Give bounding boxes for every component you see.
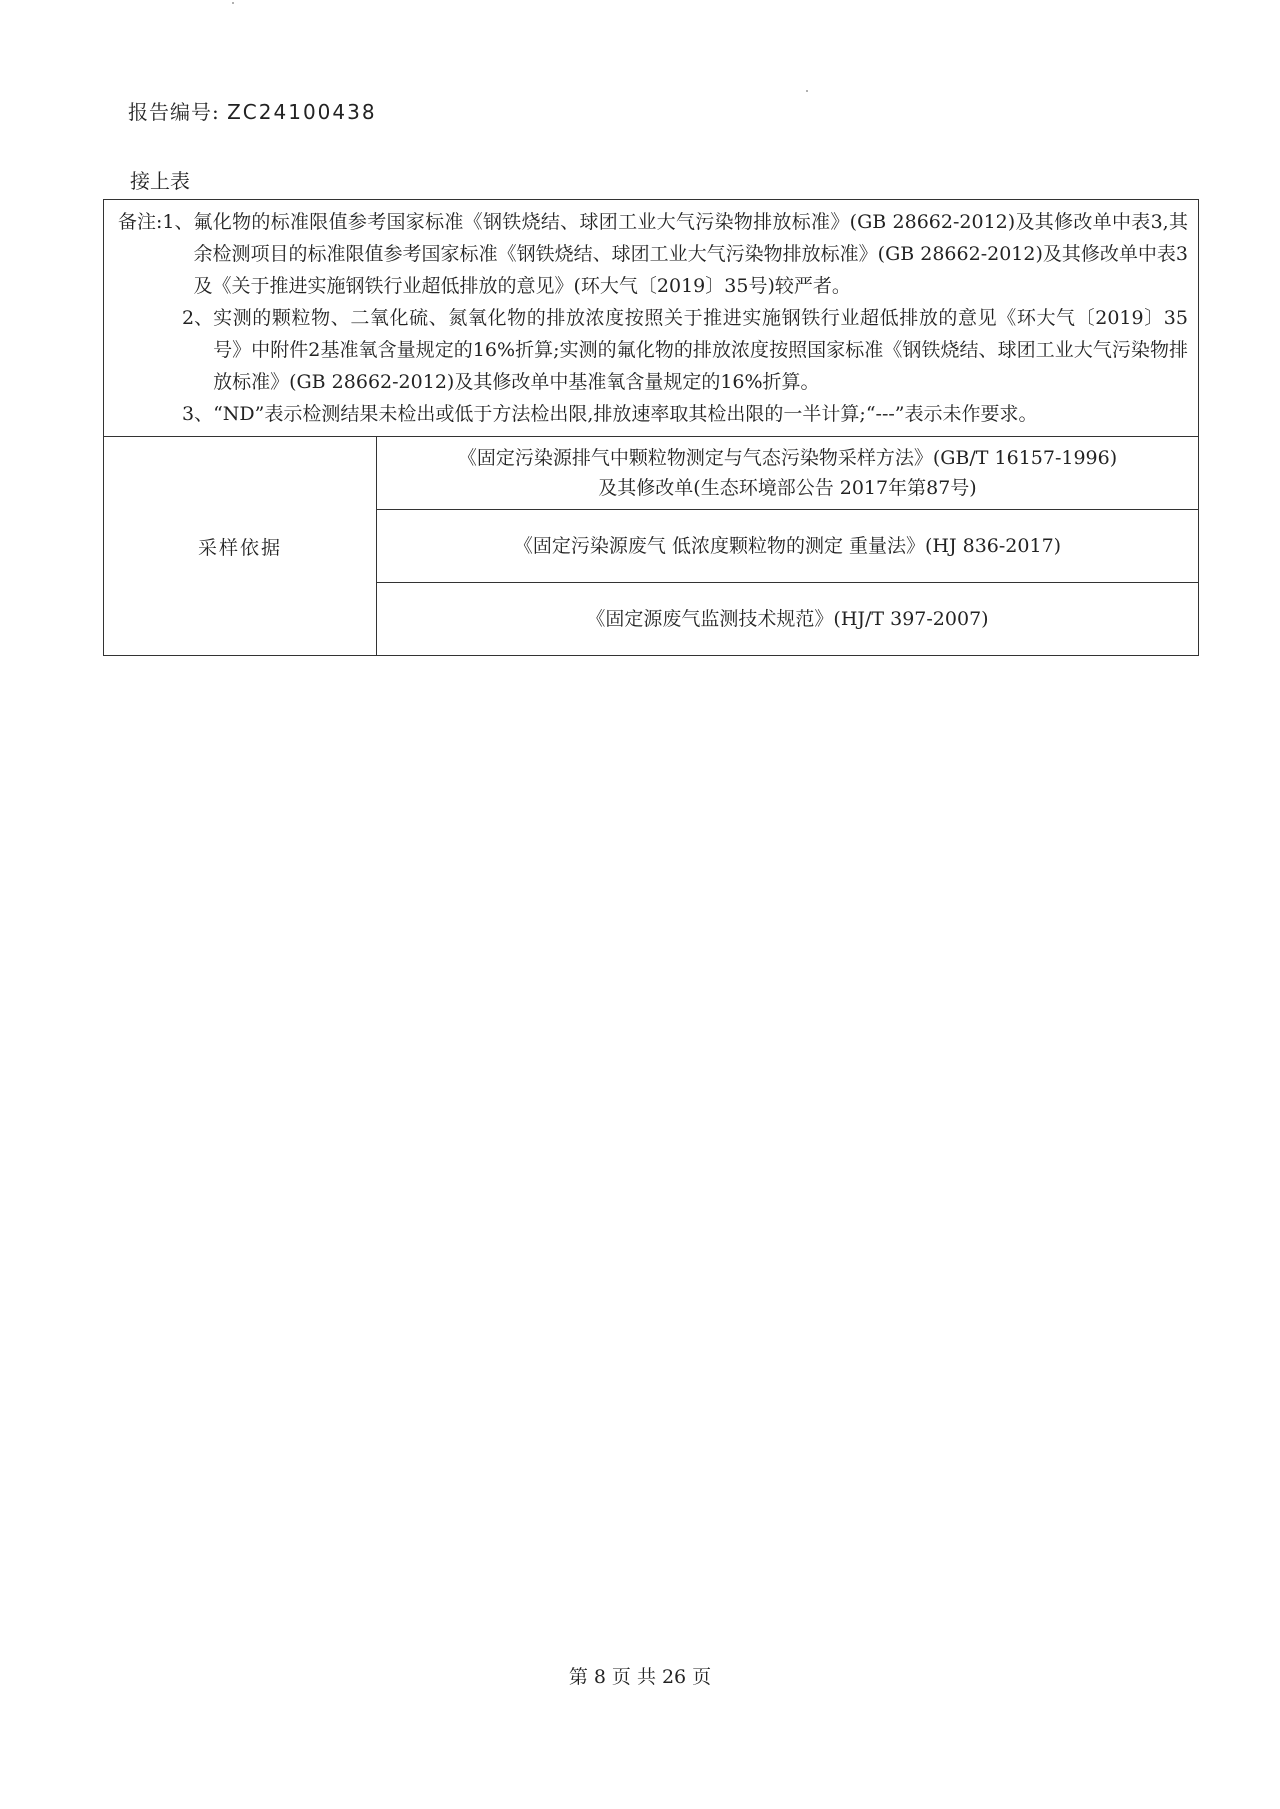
scan-speck <box>806 90 808 92</box>
sampling-basis-label: 采样依据 <box>104 437 377 656</box>
sampling-standard <box>377 437 1199 510</box>
remark-text: “ND”表示检测结果未检出或低于方法检出限,排放速率取其检出限的一半计算;“---”表示未作要求。 <box>213 403 1038 425</box>
remark-text: 实测的颗粒物、二氧化硫、氮氧化物的排放浓度按照关于推进实施钢铁行业超低排放的意见《环大气〔2019〕35号》中附件2基准氧含量规定的16%折算;实测的氟化物的排放浓度按照国家标准《钢铁烧结、球团工业大气污染物排放标准》(GB 28662-2012)及其修改单中基准氧含量规定的16%折算。 <box>213 307 1188 393</box>
remarks-cell <box>104 200 1199 437</box>
remark-text: 氟化物的标准限值参考国家标准《钢铁烧结、球团工业大气污染物排放标准》(GB 28662-2012)及其修改单中表3,其余检测项目的标准限值参考国家标准《钢铁烧结、球团工业大气污染物排放标准》(GB 28662-2012)及其修改单中表3及《关于推进实施钢铁行业超低排放的意见》(环大气〔2019〕35号)较严者。 <box>193 211 1188 297</box>
report-number-label: 报告编号: <box>128 100 220 124</box>
page-suffix: 页 <box>692 1666 712 1688</box>
page-current: 8 <box>593 1666 606 1688</box>
page-total: 26 <box>661 1666 687 1688</box>
report-number-value: ZC24100438 <box>227 100 377 124</box>
page-mid: 页 共 <box>611 1666 656 1688</box>
report-number-line <box>128 96 377 125</box>
scan-speck <box>232 2 234 4</box>
sampling-standard-note: 及其修改单(生态环境部公告 2017年第87号) <box>598 477 977 499</box>
sampling-row <box>104 437 1199 510</box>
remark-number: 1、 <box>162 211 194 233</box>
sampling-standard-title: 《固定源废气监测技术规范》(HJ/T 397-2007) <box>586 608 989 630</box>
remarks-row <box>104 200 1199 437</box>
sampling-standard <box>377 510 1199 583</box>
remark-number: 2、 <box>182 307 214 329</box>
remark-item-1 <box>118 206 1188 302</box>
remark-item-3 <box>118 398 1188 430</box>
remarks-sampling-table <box>103 199 1199 656</box>
continued-label: 接上表 <box>130 169 190 193</box>
page-footer <box>0 1662 1280 1689</box>
remarks-label: 备注: <box>118 211 163 233</box>
page-prefix: 第 <box>568 1666 588 1688</box>
sampling-standard-title: 《固定污染源排气中颗粒物测定与气态污染物采样方法》(GB/T 16157-1996) <box>457 447 1118 469</box>
remark-item-2 <box>118 302 1188 398</box>
sampling-standard <box>377 583 1199 656</box>
remark-number: 3、 <box>182 403 214 425</box>
sampling-standard-title: 《固定污染源废气 低浓度颗粒物的测定 重量法》(HJ 836-2017) <box>513 535 1062 557</box>
